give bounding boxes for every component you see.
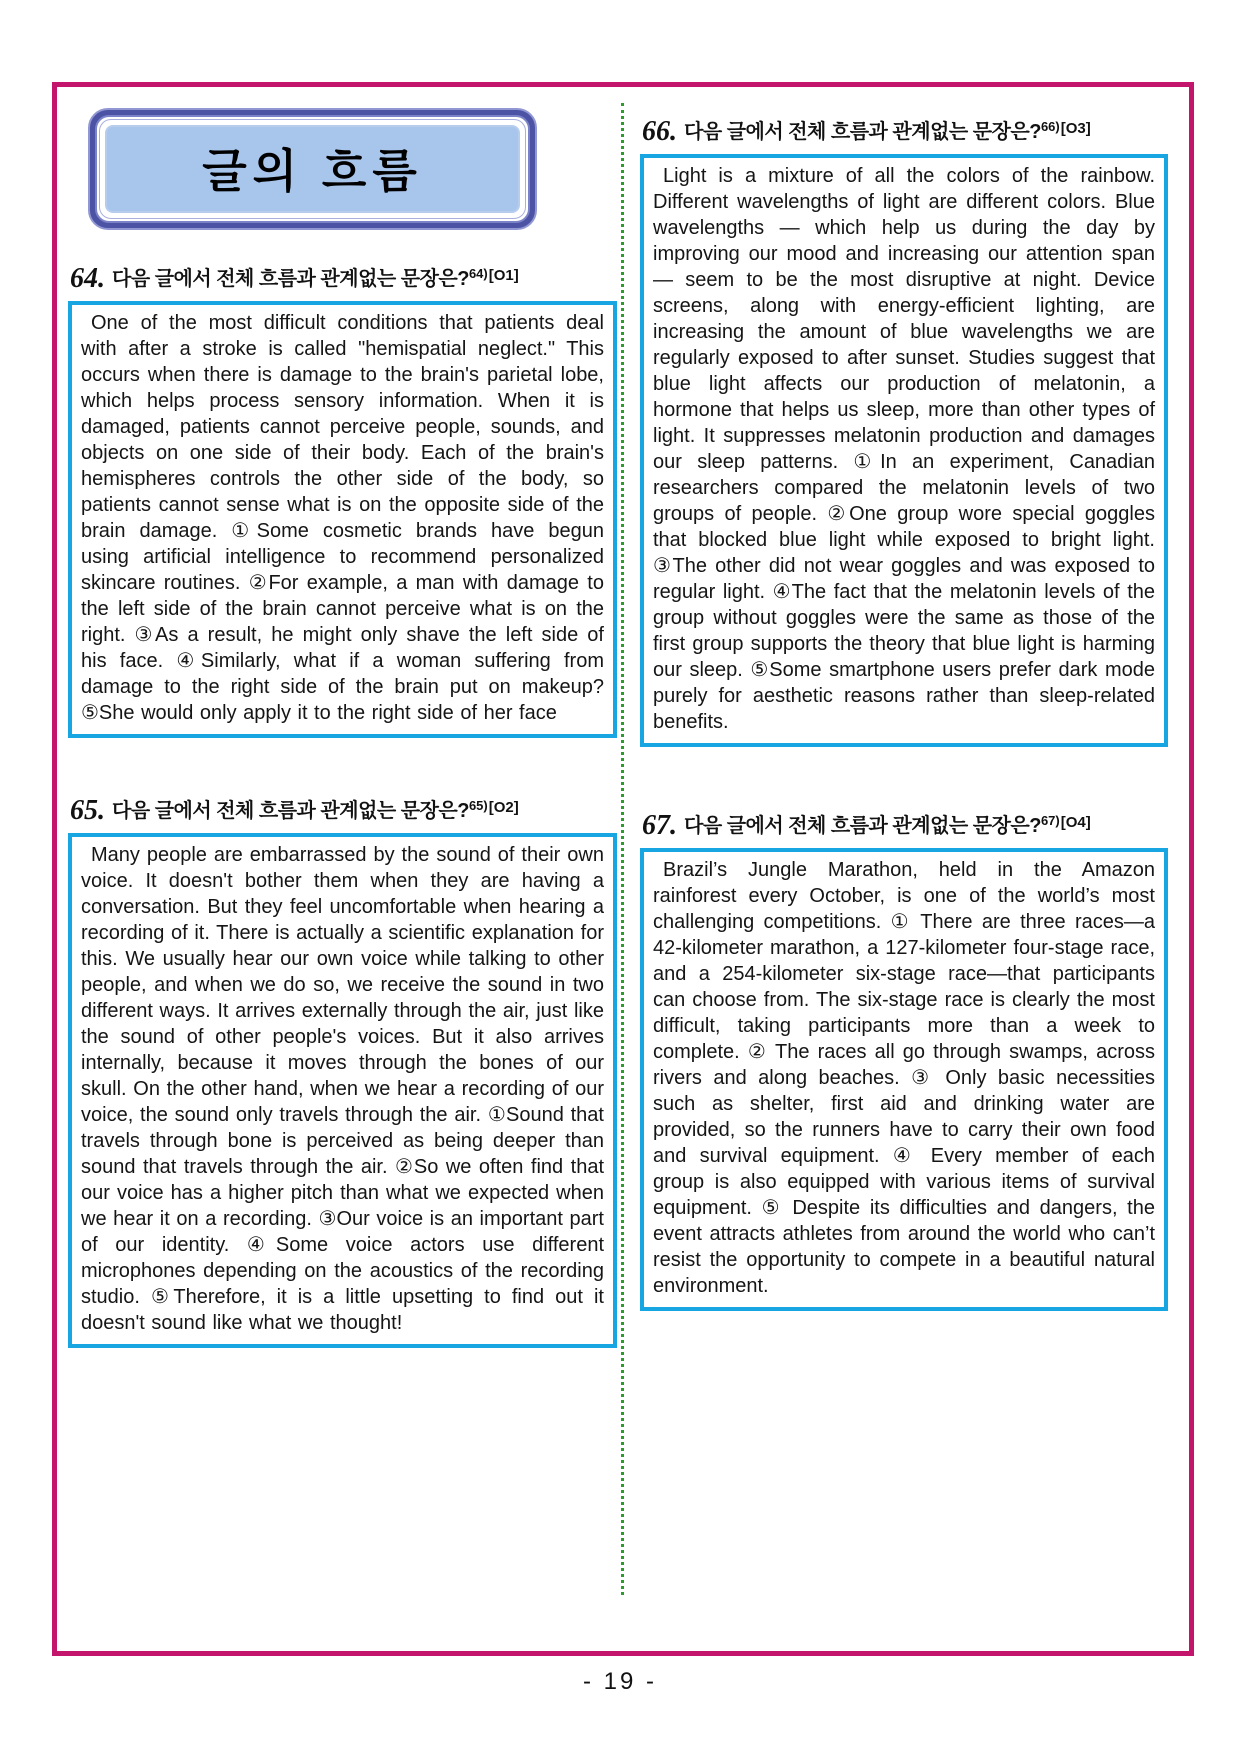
question-number: 65. (70, 795, 105, 826)
page-number: - 19 - (582, 1668, 657, 1695)
column-divider (621, 103, 624, 1595)
question-65-passage-box (68, 833, 617, 1348)
left-column (68, 108, 617, 1348)
source-tag: [O4] (1060, 814, 1091, 831)
question-prompt: 다음 글에서 전체 흐름과 관계없는 문장은? (112, 268, 469, 290)
passage-text: Brazil’s Jungle Marathon, held in the Amazon rainforest every October, is one of the world’s most challenging competitions. ① There are three races—a 42-kilometer marathon, a 127-kilometer four-stage race, and a 254-kilometer six-stage race—that participants can choose from. The six-stage race is clearly the most difficult, taking participants more than a week to complete. ② The races all go through swamps, across rivers and along beaches. ③ Only basic necessities such as shelter, first aid and drinking water are provided, so the runners have to carry their own food and survival equipment. ④ Every member of each group is also equipped with various items of survival equipment. ⑤ Despite its difficulties and dangers, the event attracts athletes from around the world who can’t resist the opportunity to compete in a beautiful natural environment. (653, 859, 1155, 1297)
right-column (640, 115, 1168, 1311)
question-66-passage-box (640, 154, 1168, 747)
footnote-ref: 67) (1040, 813, 1060, 828)
question-prompt: 다음 글에서 전체 흐름과 관계없는 문장은? (112, 800, 469, 822)
question-number: 67. (642, 810, 677, 841)
question-prompt: 다음 글에서 전체 흐름과 관계없는 문장은? (684, 815, 1041, 837)
passage-text: Many people are embarrassed by the sound of their own voice. It doesn't bother them when they are having a conversation. But they feel uncomfortable when hearing a recording of it. There is actually a scientific explanation for this. We usually hear our own voice while talking to other people, and when we do so, we receive the sound in two different ways. It arrives externally through the air, just like the sound of other people's voices. But it also arrives internally, because it moves through the bones of our skull. On the other hand, when we hear a recording of our voice, the sound only travels through the air. ①Sound that travels through bone is perceived as being deeper than sound that travels through the air. ②So we often find that our voice has a higher pitch than what we expected when we hear it on a recording. ③Our voice is an important part of our identity. ④Some voice actors use different microphones depending on the acoustics of the recording studio. ⑤Therefore, it is a little upsetting to find out it doesn't sound like what we thought! (81, 844, 604, 1334)
question-66-header (642, 115, 1168, 148)
passage-text: Light is a mixture of all the colors of the rainbow. Different wavelengths of light are different colors. Blue wavelengths — which help us during the day by improving our mood and increasing our attention span — seem to be the most disruptive at night. Device screens, along with energy-efficient lighting, are increasing the amount of blue wavelengths we are regularly exposed to after sunset. Studies suggest that blue light affects our production of melatonin, a hormone that helps us sleep, more than other types of light. It suppresses melatonin production and damages our sleep patterns. ①In an experiment, Canadian researchers compared the melatonin levels of two groups of people. ②One group wore special goggles that blocked blue light while exposed to bright light. ③The other did not wear goggles and was exposed to regular light. ④The fact that the melatonin levels of the group without goggles were the same as those of the first group supports the theory that blue light is harming our sleep. ⑤Some smartphone users prefer dark mode purely for aesthetic reasons rather than sleep-related benefits. (653, 165, 1155, 733)
source-tag: [O1] (488, 267, 519, 284)
question-number: 66. (642, 116, 677, 147)
question-number: 64. (70, 263, 105, 294)
question-64-passage-box (68, 301, 617, 738)
footnote-ref: 65) (468, 798, 488, 813)
title-banner (88, 108, 537, 230)
footnote-ref: 66) (1040, 119, 1060, 134)
title-banner-inner-ring (99, 119, 526, 219)
footnote-ref: 64) (468, 266, 488, 281)
source-tag: [O3] (1060, 120, 1091, 137)
question-67-passage-box (640, 848, 1168, 1311)
title-banner-fill (105, 125, 520, 213)
passage-text: One of the most difficult conditions that patients deal with after a stroke is called "hemispatial neglect." This occurs when there is damage to the brain's parietal lobe, which helps process sensory information. When it is damaged, patients cannot perceive people, sounds, and objects on one side of their body. Each of the brain's hemispheres controls the other side of the body, so patients cannot sense what is on the opposite side of the brain damage. ①Some cosmetic brands have begun using artificial intelligence to recommend personalized skincare routines. ②For example, a man with damage to the left side of the brain cannot perceive what is on the right. ③As a result, he might only shave the left side of his face. ④Similarly, what if a woman suffering from damage to the right side of the brain put on makeup? ⑤She would only apply it to the right side of her face (81, 312, 604, 724)
question-prompt: 다음 글에서 전체 흐름과 관계없는 문장은? (684, 121, 1041, 143)
source-tag: [O2] (488, 799, 519, 816)
page-title: 글의 흐름 (202, 145, 423, 197)
question-64-header (70, 262, 617, 295)
question-65-header (70, 794, 617, 827)
title-banner-ring (95, 115, 530, 223)
question-67-header (642, 809, 1168, 842)
